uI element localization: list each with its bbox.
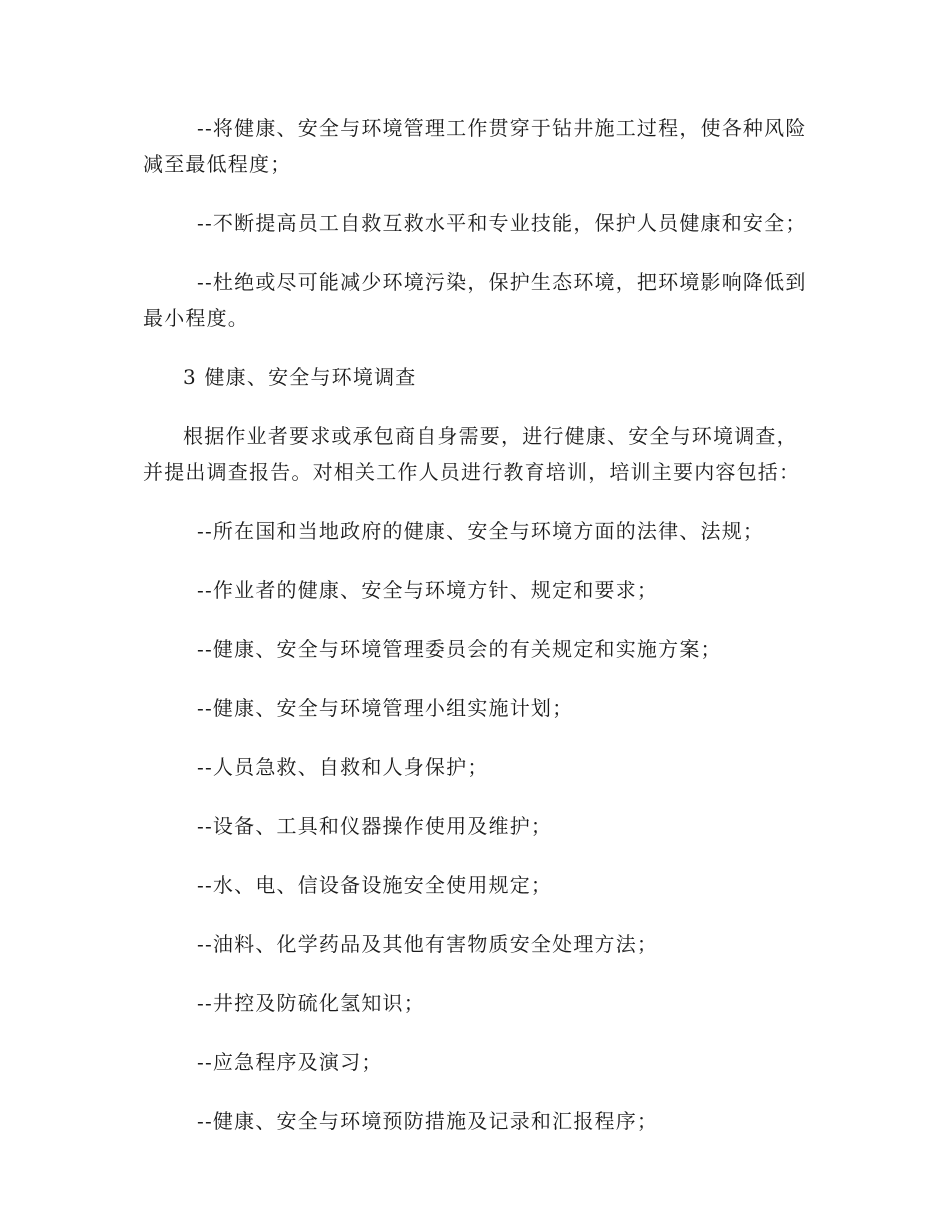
training-item: --健康、安全与环境管理委员会的有关规定和实施方案； [197,637,722,661]
training-item: --人员急救、自救和人身保护； [197,755,489,779]
training-item: --健康、安全与环境管理小组实施计划； [197,696,574,720]
section-paragraph: 根据作业者要求或承包商自身需要，进行健康、安全与环境调查，并提出调查报告。对相关工作人员进行教育培训，培训主要内容包括： [143,424,801,484]
objective-item: --杜绝或尽可能减少环境污染，保护生态环境，把环境影响降低到最小程度。 [143,270,807,330]
training-item: --作业者的健康、安全与环境方针、规定和要求； [197,578,659,602]
training-item: --应急程序及演习； [197,1050,383,1074]
section-heading: 3 健康、安全与环境调查 [183,365,417,389]
document-body [143,110,808,1162]
objective-item: --将健康、安全与环境管理工作贯穿于钻井施工过程，使各种风险减至最低程度； [143,116,807,176]
objective-item: --不断提高员工自救互救水平和专业技能，保护人员健康和安全； [197,211,807,235]
training-item: --设备、工具和仪器操作使用及维护； [197,814,553,838]
training-item: --井控及防硫化氢知识； [197,991,425,1015]
training-item: --油料、化学药品及其他有害物质安全处理方法； [197,932,659,956]
training-item: --健康、安全与环境预防措施及记录和汇报程序； [197,1109,659,1133]
training-item: --水、电、信设备设施安全使用规定； [197,873,553,897]
training-item: --所在国和当地政府的健康、安全与环境方面的法律、法规； [197,519,765,543]
